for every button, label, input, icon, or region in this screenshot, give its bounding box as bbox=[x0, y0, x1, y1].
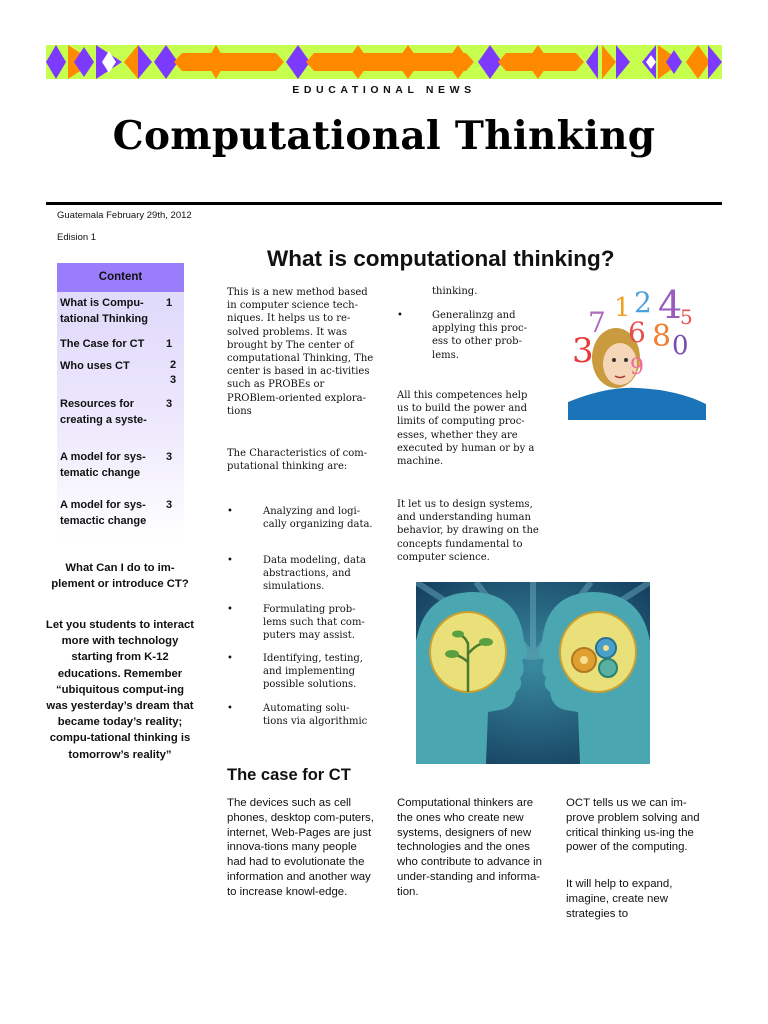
toc-item[interactable] bbox=[60, 449, 180, 481]
case-col3-p1: OCT tells us we can im-prove problem solving and critical thinking us-ing the power of the computing. bbox=[566, 797, 700, 854]
kicker: EDUCATIONAL NEWS bbox=[292, 84, 476, 96]
numbers-illustration bbox=[568, 284, 706, 420]
bullet-icon: • bbox=[227, 555, 233, 566]
toc-item-title: A model for sys-tematic change bbox=[60, 451, 146, 479]
list-item-text: Generalinzg and applying this proc-ess to other prob-lems. bbox=[432, 310, 527, 361]
case-heading: The case for CT bbox=[227, 766, 351, 784]
toc-item-page: 1 bbox=[166, 338, 173, 350]
toc-item-title: What is Compu-tational Thinking bbox=[60, 297, 148, 325]
page-title: Computational Thinking bbox=[112, 113, 656, 159]
toc-item[interactable] bbox=[60, 396, 180, 428]
toc-item-page: 3 bbox=[166, 398, 173, 410]
decorative-banner bbox=[46, 45, 722, 79]
number-glyph: 9 bbox=[630, 355, 644, 380]
case-col1: The devices such as cell phones, desktop com-puters, internet, Web-Pages are just innova-tions many people had had to evolutionate the information and another way to increase knowl-edge. bbox=[227, 797, 374, 898]
case-col3-p2: It will help to expand, imagine, create new strategies to bbox=[566, 878, 673, 920]
toc-item-title: Resources for creating a syste- bbox=[60, 398, 147, 426]
brain-heads-illustration bbox=[416, 582, 650, 764]
list-item-text: Data modeling, data abstractions, and simulations. bbox=[263, 555, 366, 593]
number-glyph: 6 bbox=[628, 316, 646, 349]
toc-item-title: A model for sys-temactic change bbox=[60, 499, 147, 527]
intro-paragraph: This is a new method based in computer science tech-niques. It helps us to re-solved problems. It was brought by The center of computational Thinking, The center is based in ac-tivities such as PROBEs or PROBlem-oriented explora-tions bbox=[227, 287, 374, 417]
title-rule bbox=[46, 202, 722, 205]
toc-item[interactable] bbox=[60, 336, 180, 352]
gear-icon bbox=[599, 659, 617, 677]
number-glyph: 7 bbox=[588, 306, 606, 339]
list-item-text: Automating solu-tions via algorithmic bbox=[263, 703, 368, 728]
number-glyph: 0 bbox=[672, 331, 689, 361]
characteristics-intro: The Characteristics of com-putational thinking are: bbox=[227, 448, 368, 473]
number-glyph: 5 bbox=[680, 305, 693, 329]
bullet-icon: • bbox=[227, 506, 233, 517]
competences-paragraph: All this competences help us to build the power and limits of computing proc-esses, whether they are executed by human or by a machine. bbox=[397, 390, 535, 468]
case-col2: Computational thinkers are the ones who create new systems, designers of new technologies and the ones who contribute to advance in under-standing and informa-tion. bbox=[397, 797, 543, 898]
section-heading: What is computational thinking? bbox=[267, 246, 615, 271]
bullet-icon: • bbox=[227, 653, 233, 664]
toc-heading: Content bbox=[57, 263, 184, 292]
location-date: Guatemala February 29th, 2012 bbox=[57, 210, 192, 221]
toc-item-page: 3 bbox=[166, 451, 173, 463]
toc-item-page: 2 3 bbox=[170, 359, 177, 386]
list-item-text: Analyzing and logi-cally organizing data. bbox=[263, 506, 373, 531]
sidebar-answer: Let you students to interact more with technology starting from K-12 educations. Remember “ubiquitous comput-ing was yesterday’s dream that became today’s reality; compu-tational thinking is tomorrow’s reality” bbox=[45, 619, 195, 761]
list-item-text: Formulating prob-lems such that com-puters may assist. bbox=[263, 604, 365, 642]
toc-item-page: 3 bbox=[166, 499, 173, 511]
toc-item[interactable] bbox=[60, 497, 180, 529]
table-of-contents bbox=[57, 263, 184, 541]
design-paragraph: It let us to design systems, and understanding human behavior, by drawing on the concepts fundamental to computer science. bbox=[397, 499, 539, 563]
number-glyph: 8 bbox=[652, 319, 672, 354]
continued-text: thinking. bbox=[432, 286, 478, 297]
list-item bbox=[397, 309, 537, 369]
number-glyph: 1 bbox=[614, 293, 631, 323]
bullet-icon: • bbox=[227, 703, 233, 714]
toc-item-title: Who uses CT bbox=[60, 360, 130, 372]
toc-item-title: The Case for CT bbox=[60, 338, 145, 350]
number-glyph: 2 bbox=[634, 286, 652, 319]
number-glyph: 3 bbox=[572, 331, 594, 371]
edition-label: Edision 1 bbox=[57, 232, 97, 243]
bullet-icon: • bbox=[397, 310, 403, 321]
number-glyph: 4 bbox=[658, 284, 683, 327]
toc-item[interactable] bbox=[60, 358, 180, 386]
toc-item[interactable] bbox=[60, 295, 180, 327]
toc-item-page: 1 bbox=[166, 297, 173, 309]
bullet-icon: • bbox=[227, 604, 233, 615]
sidebar-question: What Can I do to im-plement or introduce CT? bbox=[51, 562, 189, 591]
list-item-text: Identifying, testing, and implementing possible solutions. bbox=[263, 653, 363, 691]
